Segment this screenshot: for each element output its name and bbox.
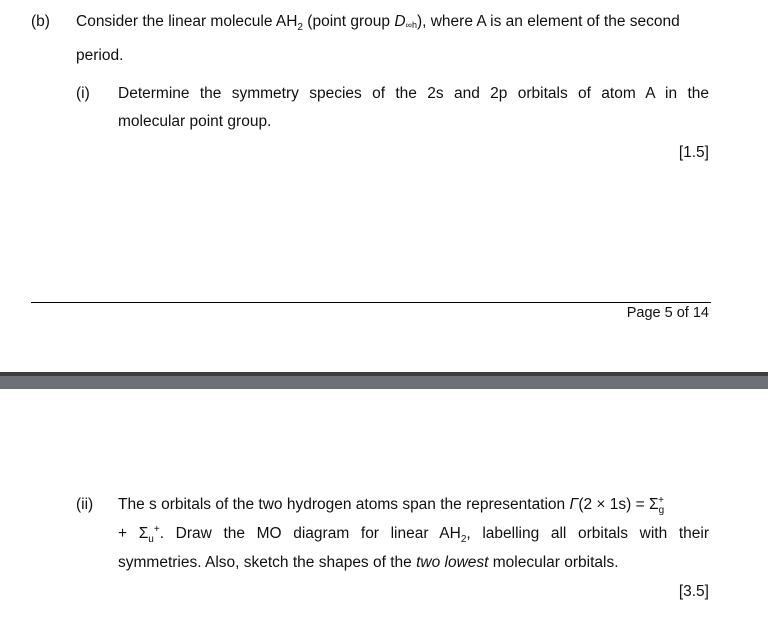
- part-ii-label: (ii): [76, 496, 94, 513]
- subscript-g: g: [658, 505, 665, 517]
- part-b-text-b: (point group: [302, 13, 395, 30]
- page-number: Page 5 of 14: [626, 305, 709, 321]
- part-b-text-a: Consider the linear molecule AH: [76, 13, 298, 30]
- part-b-line-1: [76, 13, 680, 34]
- part-i-line-1: Determine the symmetry species of the 2s and 2p orbitals of atom A in the: [118, 85, 709, 102]
- subscript-u: u: [148, 534, 154, 546]
- part-i-label: (i): [76, 85, 90, 102]
- part-ii-text-a: The s orbitals of the two hydrogen atoms span the representation: [118, 496, 570, 513]
- part-ii-text-f: symmetries. Also, sketch the shapes of the: [118, 554, 417, 571]
- part-ii-emphasis: two lowest: [416, 554, 489, 571]
- part-ii-text-b: (2 × 1s) = Σ: [578, 496, 659, 513]
- part-ii-text-c: + Σ: [118, 525, 149, 542]
- part-b-line-2: period.: [76, 47, 124, 64]
- point-group-symbol: D: [394, 13, 406, 30]
- part-ii-line-2: [118, 523, 709, 546]
- part-i-line-2: molecular point group.: [118, 113, 272, 130]
- superscript-plus-2: +: [153, 523, 160, 535]
- part-ii-text-e: , labelling all orbitals with their: [466, 525, 709, 542]
- point-group-subscript: ∞h: [405, 20, 417, 30]
- part-ii-line-1: [118, 494, 665, 517]
- footer-rule: [31, 302, 711, 303]
- part-ii-marks: [3.5]: [678, 583, 709, 600]
- subscript-2-b: 2: [460, 534, 467, 546]
- part-b-text-c: ), where A is an element of the second: [416, 13, 680, 30]
- part-ii-text-g: molecular orbitals.: [488, 554, 619, 571]
- part-ii-text-d: . Draw the MO diagram for linear AH: [159, 525, 461, 542]
- part-ii-line-3: [118, 554, 619, 572]
- part-b-label: (b): [31, 13, 50, 30]
- superscript-plus: +: [658, 494, 664, 506]
- page-separator: [0, 372, 768, 389]
- subscript-2: 2: [297, 22, 303, 34]
- gamma-symbol: Γ: [569, 496, 579, 513]
- part-i-marks: [1.5]: [678, 144, 709, 161]
